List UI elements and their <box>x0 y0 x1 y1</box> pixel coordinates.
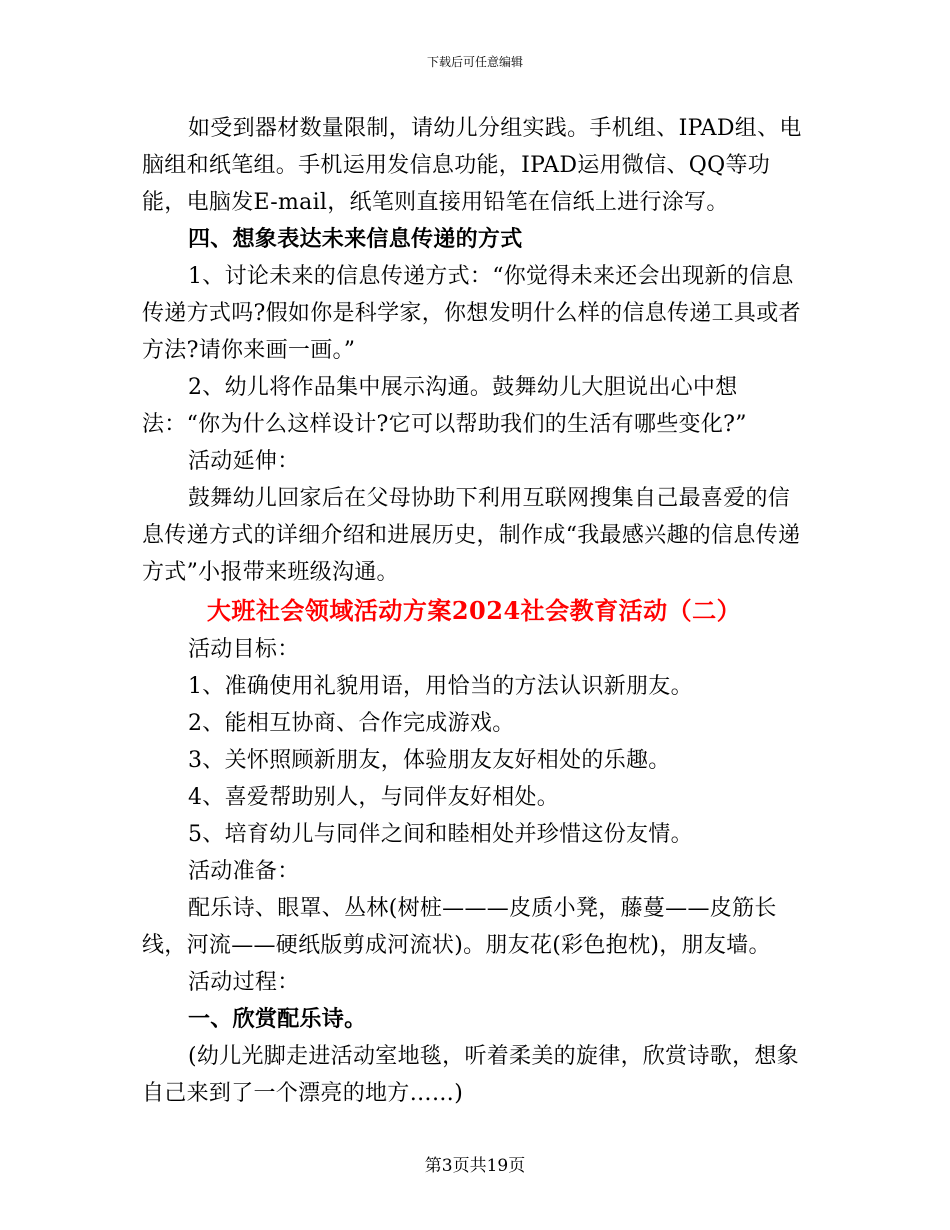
paragraph-extension-detail: 鼓舞幼儿回家后在父母协助下利用互联网搜集自己最喜爱的信息传递方式的详细介绍和进展历史，制作成“我最感兴趣的信息传递方式”小报带来班级沟通。 <box>142 486 801 585</box>
section-heading-poem: 一、欣赏配乐诗。 <box>188 1006 367 1032</box>
paragraph-group-practice: 如受到器材数量限制，请幼儿分组实践。手机组、IPAD组、电脑组和纸笔组。手机运用发信息功能，IPAD运用微信、QQ等功能，电脑发E-mail，纸笔则直接用铅笔在信纸上进行涂写。 <box>142 116 802 215</box>
goal-item-4: 4、喜爱帮助别人，与同伴友好相处。 <box>188 785 560 810</box>
goal-item-3: 3、关怀照顾新朋友，体验朋友友好相处的乐趣。 <box>188 748 671 773</box>
label-activity-process: 活动过程： <box>188 970 300 995</box>
goal-item-5: 5、培育幼儿与同伴之间和睦相处并珍惜这份友情。 <box>188 822 693 847</box>
paragraph-poem-detail: (幼儿光脚走进活动室地毯，听着柔美的旋律，欣赏诗歌，想象自己来到了一个漂亮的地方……) <box>142 1044 799 1106</box>
section-title-red: 大班社会领域活动方案2024社会教育活动（二） <box>206 596 742 625</box>
label-activity-extension: 活动延伸： <box>188 449 300 474</box>
goal-item-1: 1、准确使用礼貌用语，用恰当的方法认识新朋友。 <box>188 674 693 699</box>
label-activity-goals: 活动目标： <box>188 637 300 662</box>
document-body <box>142 110 806 1112</box>
page-header: 下载后可任意编辑 <box>426 55 523 69</box>
paragraph-preparation-detail: 配乐诗、眼罩、丛林(树桩———皮质小凳，藤蔓——皮筋长线，河流——硬纸版剪成河流状)。朋友花(彩色抱枕)，朋友墙。 <box>142 896 777 958</box>
section-heading-future-imagination: 四、想象表达未来信息传递的方式 <box>188 226 523 252</box>
label-activity-preparation: 活动准备： <box>188 859 300 884</box>
page-footer: 第3页共19页 <box>424 1156 526 1176</box>
paragraph-discuss-future: 1、讨论未来的信息传递方式：“你觉得未来还会出现新的信息传递方式吗?假如你是科学家，你想发明什么样的信息传递工具或者方法?请你来画一画。” <box>142 264 801 363</box>
goal-item-2: 2、能相互协商、合作完成游戏。 <box>188 711 515 736</box>
paragraph-show-works: 2、幼儿将作品集中展示沟通。鼓舞幼儿大胆说出心中想法：“你为什么这样设计?它可以帮助我们的生活有哪些变化?” <box>142 375 747 437</box>
